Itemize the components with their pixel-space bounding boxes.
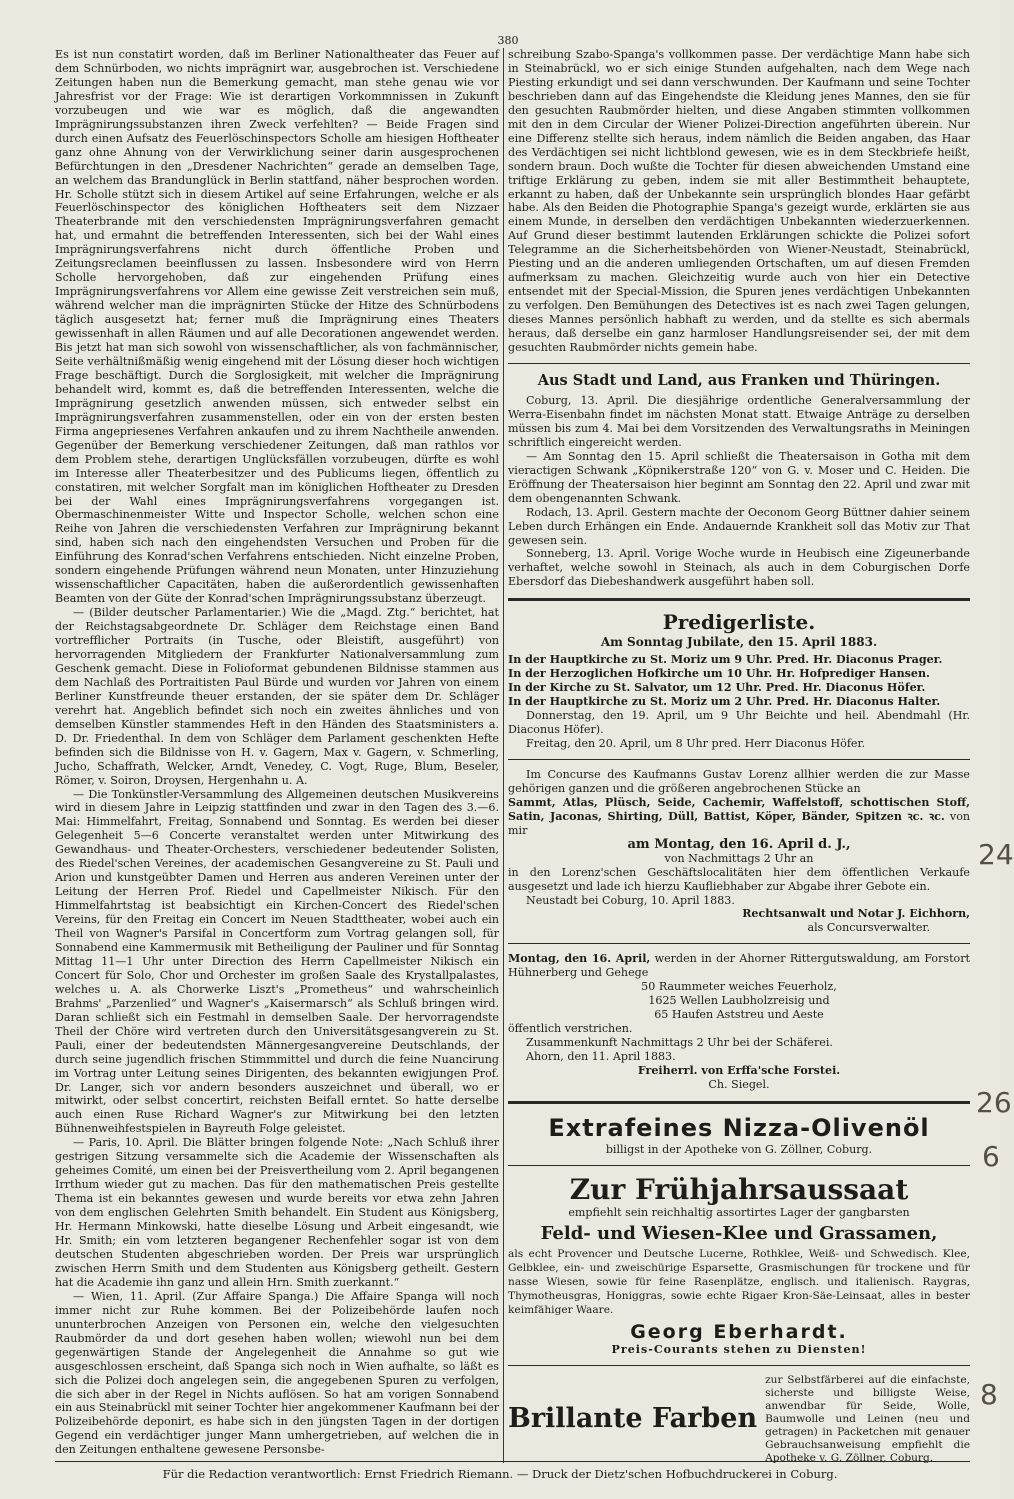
predigerliste-line: In der Hauptkirche zu St. Moriz um 9 Uhr. Pred. Hr. Diaconus Prager.	[508, 653, 943, 667]
holz-tail: öffentlich verstrichen.	[508, 1022, 633, 1036]
news-sonneberg: Sonneberg, 13. April. Vorige Woche wurde in Heubisch eine Zigeunerbande verhaftet, welche sowohl in Steinach, als auch in dem Coburgischen Dorfe Ebersdorf das Diebeshandwerk ausgeführt haben soll.	[508, 547, 970, 589]
holz-signer: Freiherrl. von Erffa'sche Forstei.	[637, 1064, 841, 1077]
article-paris: — Paris, 10. April. Die Blätter bringen folgende Note: „Nach Schluß ihrer gestrigen Sitzung versammelte sich die Academie der Wissenschaften als geheimes Comité, um einen bei der Preisvertheilung vom 2. April begangenen Irrthum wieder gut zu machen. Das für den mathematischen Preis gestellte Thema ist ein bekanntes gewesen und wurde bereits vor etwa zehn Jahren von dem englischen Gelehrten Smith behandelt. Ein Student aus Königsberg, Hr. Hermann Minkowski, hatte dieselbe Lösung und Arbeit eingesandt, wie Hr. Smith; ein vom letzteren begangener Rechenfehler sogar ist von dem deutschen Studenten abgeschrieben worden. Der Preis war ursprünglich zwischen Herrn Smith und dem Studenten aus Königsberg getheilt. Gestern hat die Academie ihn ganz und allein Hrn. Smith zuerkannt.“	[55, 1136, 499, 1289]
article-tonkuenstler: — Die Tonkünstler-Versammlung des Allgemeinen deutschen Musikvereins wird in diesem Jahre in Leipzig stattfinden und zwar in den Tagen des 3.—6. Mai: Himmelfahrt, Freitag, Sonnabend und Sonntag. Es werden bei dieser Gelegenheit 5—6 Concerte veranstaltet werden unter Mitwirkung des Gewandhaus- und Theater-Orchesters, verschiedener bedeutender Solisten, des Riedel'schen Vereines, der academischen Gesangvereine zu St. Pauli und Arion und kunstgeübter Damen und Herren aus anderen Vereinen unter der Leitung der Herren Prof. Riedel und Capellmeister Nikisch. Für den Himmelfahrtstag ist beabsichtigt ein Kirchen-Concert des Riedel'schen Vereins, für den Freitag ein Concert im Neuen Stadttheater, wobei auch ein Theil von Wagner's Parsifal in Concertform zum Vortrag gelangen soll, für Sonnabend eine Kammermusik mit Betheiligung der Pauliner und für Sonntag Mittag 11—1 Uhr unter Direction des Herrn Capellmeister Nikisch ein Concert für Solo, Chor und Orchester im großen Saale des Krystallpalastes, welches u. A. als Chorwerke Liszt's „Prometheus“ und wahrscheinlich Brahms' „Parzenlied“ und Wagner's „Kaisermarsch“ als Schluß bringen wird. Daran schließt sich ein Festmahl in demselben Saale. Der hervorragendste Theil der Chöre wird vertreten durch den Universitätsgesangverein zu St. Pauli, einer der bedeutendsten Männergesangvereine Deutschlands, der durch seine jugendlich frischen Stimmmittel und durch die feine Nuancirung im Vortrag unter Leitung seines Dirigenten, des bekannten ewigjungen Prof. Dr. Langer, sich vor andern besonders auszeichnet und überall, wo er mitwirkt, oder selbst concertirt, reichsten Beifall erntet. So hatte derselbe auch einen Ruse Richard Wagner's zur Mitwirkung bei den letzten Bühnenweihfestspielen in Bayreuth Folge geleistet.	[55, 787, 499, 1136]
concurs-intro: Im Concurse des Kaufmanns Gustav Lorenz allhier werden die zur Masse gehörigen ganzen und die größeren angebrochenen Stücke an	[508, 767, 970, 795]
imprint-footer: Für die Redaction verantwortlich: Ernst Friedrich Riemann. — Druck der Dietz'schen Hofbuchdruckerei in Coburg.	[162, 1467, 838, 1481]
holz-place-date: Ahorn, den 11. April 1883.	[526, 1050, 676, 1064]
predigerliste-title: Predigerliste.	[662, 610, 816, 635]
holz-intro-rest: werden in der Ahorner Rittergutswaldung, am Forstort Hühnerberg und Gehege	[508, 952, 970, 980]
predigerliste-line: Donnerstag, den 19. April, um 9 Uhr Beichte und heil. Abendmahl (Hr. Diaconus Höfer).	[508, 709, 970, 737]
concurs-goods-suffix: von mir	[508, 809, 971, 837]
olive-oil-title: Extrafeines Nizza-Olivenöl	[548, 1113, 930, 1142]
divider	[508, 598, 970, 601]
seed-ad-sub: Feld- und Wiesen-Klee und Grassamen,	[540, 1222, 938, 1244]
holz-meeting: Zusammenkunft Nachmittags 2 Uhr bei der Schäferei.	[526, 1036, 833, 1050]
farben-ad	[508, 1374, 970, 1465]
concurs-signer-role: als Concursverwalter.	[807, 921, 930, 935]
olive-oil-text: billigst in der Apotheke von G. Zöllner, Coburg.	[605, 1142, 873, 1156]
article-theater-fire: Es ist nun constatirt worden, daß im Berliner Nationaltheater das Feuer auf dem Schnürboden, wo nichts imprägnirt war, ausgebrochen ist. Verschiedene Zeitungen haben nun die Bemerkung gemacht, man stehe genau wie vor Jahresfrist vor der Frage: Wie ist derartigen Vorkommnissen in Zukunft vorzubeugen und wie war es möglich, daß die angewandten Imprägnirungssubstanzen ihren Zweck verfehlten? — Beide Fragen sind durch einen Aufsatz des Feuerlöschinspectors Scholle am hiesigen Hoftheater ganz ohne Ahnung von der Verwirklichung seiner darin ausgesprochenen Befürchtungen in den „Dresdener Nachrichten“ gerade an demselben Tage, an welchem das Brandunglück in Berlin stattfand, näher besprochen worden. Hr. Scholle stützt sich in diesem Artikel auf seine Erfahrungen, welche er als Feuerlöschinspector des königlichen Hoftheaters seit dem Nizzaer Theaterbrande mit den verschiedensten Imprägnirungsverfahren gemacht hat, und ermahnt die betreffenden Interessenten, sich bei der Wahl eines Imprägnirungsverfahrens nicht durch öffentliche Proben und Zeitungsreclamen beeinflussen zu lassen. Insbesondere wird von Herrn Scholle hervorgehoben, daß zur eingehenden Prüfung eines Imprägnirungsverfahrens vor Allem eine gewisse Zeit verstreichen sein muß, während welcher man die imprägnirten Stücke der Hitze des Schnürbodens täglich ausgesetzt hat; ferner muß die Imprägnirung eines Theaters gewissenhaft in allen Räumen und auf alle Decorationen angewendet werden. Bis jetzt hat man sich sowohl von wissenschaftlicher, als von fachmännischer, Seite verhältnißmäßig wenig eingehend mit der Lösung dieser hoch wichtigen Frage beschäftigt. Durch die Sorglosigkeit, mit welcher die Imprägnirung behandelt wird, kommt es, daß die betreffenden Interessenten, welche die Imprägnirung gesetzlich anwenden müssen, sich entweder selbst ein Imprägnirungsverfahren zusammenstellen, oder ein von der ersten besten Firma angepriesenes Verfahren ankaufen und zu ihrem Nachtheile anwenden. Gegenüber der Bemerkung verschiedener Zeitungen, daß man rathlos vor dem Problem stehe, derartigen Unglücksfällen vorzubeugen, dürfte es wohl im Interesse aller Theaterbesitzer und des Publicums liegen, öffentlich zu constatiren, mit welcher Sorgfalt man im königlichen Hoftheater zu Dresden bei der Wahl eines Imprägnirungsverfahrens vorgegangen ist. Obermaschinenmeister Witte und Inspector Scholle, welchen schon eine Reihe von Jahren die verschiedensten Verfahren zur Imprägnirung bekannt sind, haben sich nach den eingehendsten Versuchen und Proben für die Einführung des Konrad'schen Verfahrens entschieden. Nicht einzelne Proben, sondern eingehende Prüfungen während neun Monaten, unter Hinzuziehung wissenschaftlicher Capacitäten, haben die außerordentlich gewissenhaften Beamten von der Güte der Konrad'schen Imprägnirungssubstanz überzeugt.	[55, 48, 499, 606]
footer-rule	[55, 1461, 970, 1462]
concurs-rest: in den Lorenz'schen Geschäftslocalitäten hier dem öffentlichen Verkaufe ausgesetzt und lade ich hierzu Kaufliebhaber zur Abgabe ihrer Gebote ein.	[508, 865, 970, 893]
farben-ad-text: zur Selbstfärberei auf die einfachste, sicherste und billigste Weise, anwendbar für Seide, Wolle, Baumwolle und Leinen (neu und getragen) in Packetchen mit genauer Gebrauchsanweisung empfiehlt die Apotheke v. G. Zöllner, Coburg.	[765, 1373, 970, 1464]
margin-handwriting: 26	[976, 1086, 1012, 1119]
concurs-goods: Sammt, Atlas, Plüsch, Seide, Cachemir, Waffelstoff, schottischen Stoff, Satin, Jaconas, Shirting, Düll, Battist, Köper, Bänder, Spitzen ꝛc. ꝛc.	[508, 795, 970, 823]
divider	[508, 1101, 970, 1104]
predigerliste-subtitle: Am Sonntag Jubilate, den 15. April 1883.	[600, 635, 878, 650]
holz-signer2: Ch. Siegel.	[708, 1077, 770, 1091]
article-wien: — Wien, 11. April. (Zur Affaire Spanga.) Die Affaire Spanga will noch immer nicht zur Ruhe kommen. Bei der Polizeibehörde laufen noch ununterbrochen Anzeigen von Personen ein, welche den vielgesuchten Raubmörder da und dort gesehen haben wollen; wiewohl nun bei dem gegenwärtigen Stande der Angelegenheit die Annahme so gut wie ausgeschlossen erscheint, daß Spanga sich noch in Wien aufhalte, so läßt es sich die Polizei doch angelegen sein, die angegebenen Spuren zu verfolgen, die sich aber in der Regel in Nichts auflösen. So hat am vorigen Sonnabend ein aus Steinabrückl mit seiner Tochter hier angekommener Kaufmann bei der Polizeibehörde deponirt, es habe sich in den jüngsten Tagen in der dortigen Gegend ein verdächtiger junger Mann umhergetrieben, auf welchen die in den Zeitungen enthaltene gewesene Personsbe-	[55, 1289, 499, 1457]
margin-handwriting: 6	[982, 1140, 1000, 1173]
left-column	[55, 48, 499, 1460]
predigerliste-line: In der Kirche zu St. Salvator, um 12 Uhr. Pred. Hr. Diaconus Höfer.	[508, 681, 926, 695]
holz-item: 1625 Wellen Laubholzreisig und	[648, 994, 830, 1008]
concurs-time: von Nachmittags 2 Uhr an	[664, 851, 814, 865]
local-news-heading: Aus Stadt und Land, aus Franken und Thüringen.	[537, 371, 941, 389]
divider	[508, 1365, 970, 1366]
predigerliste-line: Freitag, den 20. April, um 8 Uhr pred. Herr Diaconus Höfer.	[526, 736, 866, 750]
predigerliste-line: In der Hauptkirche zu St. Moriz um 2 Uhr. Pred. Hr. Diaconus Halter.	[508, 695, 941, 709]
farben-ad-title: Brillante Farben	[508, 1403, 758, 1435]
seed-ad-title: Zur Frühjahrsaussaat	[569, 1172, 909, 1206]
seed-ad-merchant: Georg Eberhardt.	[630, 1320, 848, 1343]
holz-item: 65 Haufen Aststreu und Aeste	[654, 1008, 824, 1022]
news-gotha: — Am Sonntag den 15. April schließt die Theatersaison in Gotha mit dem vieractigen Schwank „Köpnikerstraße 120“ von G. v. Moser und C. Heiden. Die Eröffnung der Theatersaison hier beginnt am Sonntag den 22. April und zwar mit dem obengenannten Schwank.	[508, 449, 970, 505]
holz-item: 50 Raummeter weiches Feuerholz,	[641, 980, 837, 994]
holz-intro-bold: Montag, den 16. April,	[508, 952, 651, 966]
column-divider	[503, 48, 504, 1463]
concurs-signer: Rechtsanwalt und Notar J. Eichhorn,	[742, 907, 970, 921]
margin-handwriting: 8	[980, 1378, 998, 1411]
article-wien-continued: schreibung Szabo-Spanga's vollkommen passe. Der verdächtige Mann habe sich in Steinabrückl, wo er sich einige Stunden aufgehalten, nach dem Wege nach Piesting erkundigt und sei dann verschwunden. Der Kaufmann und seine Tochter beschrieben dann auf das Eingehendste die Kleidung jenes Mannes, den sie für den gesuchten Raubmörder hielten, und diese Angaben stimmten vollkommen mit den in dem Circular der Wiener Polizei-Direction angeführten überein. Nur eine Differenz stellte sich heraus, indem nämlich die Beiden angaben, das Haar des Verdächtigen sei nicht lichtblond gewesen, wie es in dem Steckbriefe heißt, sondern braun. Doch wußte die Tochter für diesen abweichenden Umstand eine triftige Erklärung zu geben, indem sie mit aller Bestimmtheit behauptete, erkannt zu haben, daß der Unbekannte sein ursprünglich blondes Haar gefärbt habe. Als den Beiden die Photographie Spanga's gezeigt wurde, erklärten sie aus einem Munde, in derselben den verdächtigen Unbekannten wiederzuerkennen. Auf Grund dieser bestimmt lautenden Erklärungen schickte die Polizei sofort Telegramme an die Sicherheitsbehörden von Wiener-Neustadt, Steinabrückl, Piesting und an die anderen umliegenden Ortschaften, um auf diesen Fremden aufmerksam zu machen. Gleichzeitig wurde auch von hier ein Detective entsendet mit der Special-Mission, die Spuren jenes verdächtigen Unbekannten zu verfolgen. Den Bemühungen des Detectives ist es nach zwei Tagen gelungen, dieses Mannes persönlich habhaft zu werden, und da stellte es sich abermals heraus, daß derselbe ein ganz harmloser Handlungsreisender sei, der mit dem gesuchten Raubmörder nichts gemein habe.	[508, 48, 970, 355]
divider	[508, 1165, 970, 1166]
concurs-place-date: Neustadt bei Coburg, 10. April 1883.	[526, 893, 735, 907]
divider	[508, 943, 970, 944]
page-number: 380	[497, 34, 519, 47]
article-parlamentarier: — (Bilder deutscher Parlamentarier.) Wie die „Magd. Ztg.“ berichtet, hat der Reichstagsabgeordnete Dr. Schläger dem Reichstage einen Band vortrefflicher Portraits (in Tusche, oder Bleistift, ausgeführt) von hervorragenden Mitgliedern der Frankfurter Nationalversammlung zum Geschenk gemacht. Diese in Folioformat gebundenen Bildnisse stammen aus dem Nachlaß des Portraitisten Paul Bürde und wurden vor Jahren von einem Berliner Kunstfreunde theuer erstanden, der sie später dem Dr. Schläger verehrt hat. Angeblich befindet sich noch ein zweites ähnliches und von demselben Künstler stammendes Heft in den Händen des Staatsministers a. D. Dr. Friedenthal. In dem von Schläger dem Parlament geschenkten Hefte befinden sich die Bildnisse von H. v. Gagern, Max v. Gagern, v. Schmerling, Jucho, Schaffrath, Welcker, Arndt, Venedey, C. Vogt, Ruge, Blum, Beseler, Römer, v. Soiron, Droysen, Hergenhahn u. A.	[55, 606, 499, 787]
news-coburg: Coburg, 13. April. Die diesjährige ordentliche Generalversammlung der Werra-Eisenbahn findet im nächsten Monat statt. Etwaige Anträge zu derselben müssen bis zum 4. Mai bei dem Vorsitzenden des Verwaltungsraths in Meiningen schriftlich eingereicht werden.	[508, 393, 970, 449]
margin-handwriting: 24	[978, 838, 1014, 871]
predigerliste-line: In der Herzoglichen Hofkirche um 10 Uhr. Hr. Hofprediger Hansen.	[508, 667, 930, 681]
right-column	[508, 48, 971, 1464]
concurs-date: am Montag, den 16. April d. J.,	[627, 836, 851, 852]
divider	[508, 759, 970, 760]
seed-ad-intro: empfiehlt sein reichhaltig assortirtes Lager der gangbarsten	[568, 1205, 910, 1219]
divider	[508, 363, 970, 364]
seed-ad-body: als echt Provencer und Deutsche Lucerne, Rothklee, Weiß- und Schwedisch. Klee, Gelbklee, ein- und zweischürige Esparsette, Grasmischungen für trockene und für nasse Wiesen, sowie für feine Rasenplätze, englisch. und italienisch. Raygras, Thymotheusgras, Honiggras, sowie echte Rigaer Kron-Säe-Leinsaat, alles in bester keimfähiger Waare.	[508, 1247, 970, 1316]
seed-ad-prices: Preis-Courants stehen zu Diensten!	[611, 1342, 867, 1356]
news-rodach: Rodach, 13. April. Gestern machte der Oeconom Georg Büttner dahier seinem Leben durch Erhängen ein Ende. Andauernde Krankheit soll das Motiv zur That gewesen sein.	[508, 505, 970, 547]
